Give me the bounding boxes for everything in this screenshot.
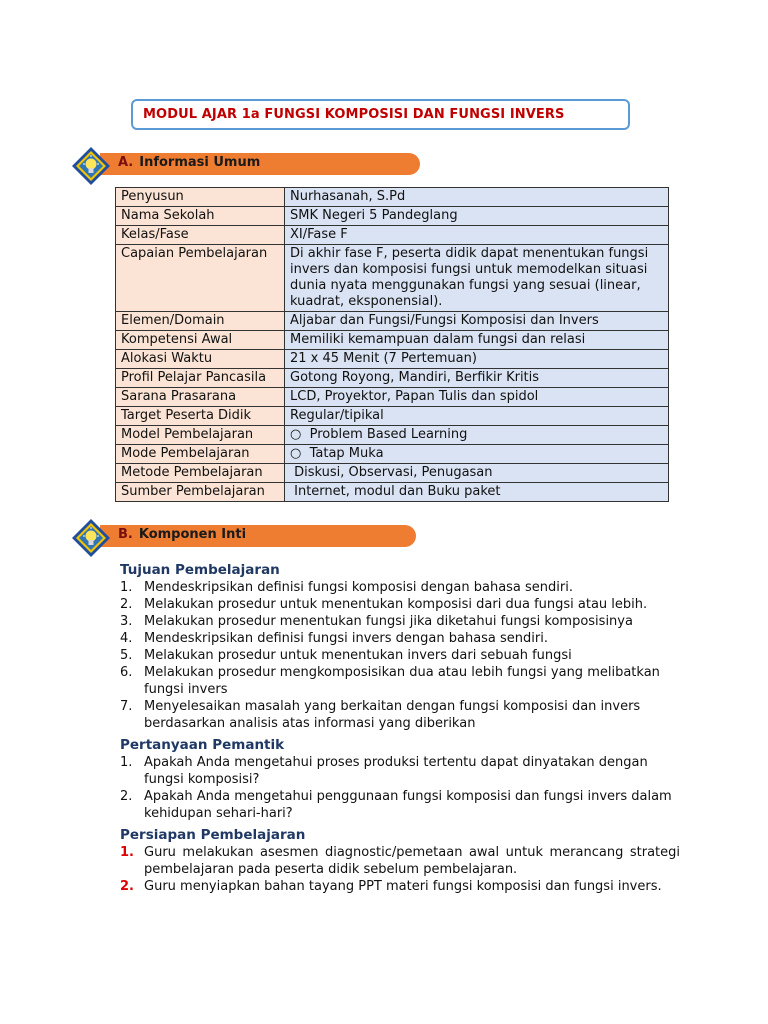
info-table — [115, 187, 669, 502]
list-item-number: 4. — [120, 631, 133, 646]
info-row — [116, 483, 669, 502]
info-value: Aljabar dan Fungsi/Fungsi Komposisi dan Invers — [285, 312, 669, 331]
list-item-number: 1. — [120, 580, 133, 595]
section-b-label: B. Komponen Inti — [118, 527, 247, 542]
info-key: Elemen/Domain — [116, 312, 285, 331]
info-row — [116, 245, 669, 312]
info-row — [116, 445, 669, 464]
info-row — [116, 207, 669, 226]
info-value: Diskusi, Observasi, Penugasan — [285, 464, 669, 483]
info-value: Regular/tipikal — [285, 407, 669, 426]
info-row — [116, 426, 669, 445]
info-key: Model Pembelajaran — [116, 426, 285, 445]
info-key: Sarana Prasarana — [116, 388, 285, 407]
info-key: Penyusun — [116, 188, 285, 207]
list-item-text: Menyelesaikan masalah yang berkaitan dengan fungsi komposisi dan invers berdasarkan analisis atas informasi yang diberikan — [144, 699, 641, 731]
list-item-number: 7. — [120, 699, 133, 714]
list-item — [120, 613, 680, 630]
list-item — [120, 754, 680, 788]
info-row — [116, 226, 669, 245]
list-item-number: 5. — [120, 648, 133, 663]
list-item — [120, 647, 680, 664]
list-item — [120, 788, 680, 822]
info-value: Nurhasanah, S.Pd — [285, 188, 669, 207]
info-key: Profil Pelajar Pancasila — [116, 369, 285, 388]
list-item-number: 6. — [120, 665, 133, 680]
list-item-text: Apakah Anda mengetahui proses produksi tertentu dapat dinyatakan dengan fungsi komposisi? — [144, 755, 648, 787]
info-value: Memiliki kemampuan dalam fungsi dan relasi — [285, 331, 669, 350]
document-title: MODUL AJAR 1a FUNGSI KOMPOSISI DAN FUNGSI INVERS — [131, 99, 630, 130]
info-key: Alokasi Waktu — [116, 350, 285, 369]
info-value: SMK Negeri 5 Pandeglang — [285, 207, 669, 226]
list-item-text: Melakukan prosedur untuk menentukan invers dari sebuah fungsi — [144, 648, 572, 663]
lightbulb-icon — [71, 518, 111, 558]
section-a-label: A. Informasi Umum — [118, 155, 261, 170]
info-value: XI/Fase F — [285, 226, 669, 245]
list-item-number: 2. — [120, 789, 133, 804]
list-item-number: 1. — [120, 755, 133, 770]
info-row — [116, 369, 669, 388]
list-item — [120, 844, 680, 878]
list-item-text: Apakah Anda mengetahui penggunaan fungsi komposisi dan fungsi invers dalam kehidupan sehari-hari? — [144, 789, 672, 821]
list-item — [120, 664, 680, 698]
list-item-text: Guru melakukan asesmen diagnostic/pemetaan awal untuk merancang strategi pembelajaran pada peserta didik sebelum pembelajaran. — [144, 845, 680, 877]
info-value: LCD, Proyektor, Papan Tulis dan spidol — [285, 388, 669, 407]
lightbulb-icon — [71, 146, 111, 186]
list-item — [120, 630, 680, 647]
info-key: Target Peserta Didik — [116, 407, 285, 426]
tujuan-heading: Tujuan Pembelajaran — [120, 562, 280, 578]
info-row — [116, 407, 669, 426]
info-value: ○ Tatap Muka — [285, 445, 669, 464]
list-item-text: Melakukan prosedur untuk menentukan komposisi dari dua fungsi atau lebih. — [144, 597, 648, 612]
pemantik-list — [120, 754, 680, 822]
list-item-number: 2. — [120, 597, 133, 612]
info-key: Capaian Pembelajaran — [116, 245, 285, 312]
list-item — [120, 878, 680, 895]
info-row — [116, 350, 669, 369]
info-key: Mode Pembelajaran — [116, 445, 285, 464]
komponen-inti-content — [120, 562, 680, 900]
list-item-number: 3. — [120, 614, 133, 629]
info-key: Nama Sekolah — [116, 207, 285, 226]
info-value: ○ Problem Based Learning — [285, 426, 669, 445]
info-row — [116, 388, 669, 407]
info-key: Kompetensi Awal — [116, 331, 285, 350]
persiapan-heading: Persiapan Pembelajaran — [120, 827, 306, 843]
tujuan-list — [120, 579, 680, 732]
list-item-text: Mendeskripsikan definisi fungsi invers dengan bahasa sendiri. — [144, 631, 548, 646]
list-item-text: Melakukan prosedur menentukan fungsi jika diketahui fungsi komposisinya — [144, 614, 633, 629]
info-row — [116, 331, 669, 350]
list-item-text: Guru menyiapkan bahan tayang PPT materi fungsi komposisi dan fungsi invers. — [144, 879, 662, 894]
info-key: Metode Pembelajaran — [116, 464, 285, 483]
pemantik-heading: Pertanyaan Pemantik — [120, 737, 285, 753]
info-value: Internet, modul dan Buku paket — [285, 483, 669, 502]
info-row — [116, 312, 669, 331]
list-item — [120, 698, 680, 732]
info-value: Di akhir fase F, peserta didik dapat menentukan fungsi invers dan komposisi fungsi untuk memodelkan situasi dunia nyata menggunakan fungsi yang sesuai (linear, kuadrat, eksponensial). — [285, 245, 669, 312]
section-b-header — [68, 518, 420, 556]
info-value: Gotong Royong, Mandiri, Berfikir Kritis — [285, 369, 669, 388]
info-key: Sumber Pembelajaran — [116, 483, 285, 502]
list-item — [120, 579, 680, 596]
list-item-text: Mendeskripsikan definisi fungsi komposisi dengan bahasa sendiri. — [144, 580, 573, 595]
section-a-header — [68, 146, 420, 184]
info-row — [116, 464, 669, 483]
info-row — [116, 188, 669, 207]
list-item — [120, 596, 680, 613]
list-item-text: Melakukan prosedur mengkomposisikan dua atau lebih fungsi yang melibatkan fungsi invers — [144, 665, 660, 697]
persiapan-list — [120, 844, 680, 895]
info-value: 21 x 45 Menit (7 Pertemuan) — [285, 350, 669, 369]
list-item-number: 1. — [120, 845, 134, 860]
list-item-number: 2. — [120, 879, 134, 894]
info-key: Kelas/Fase — [116, 226, 285, 245]
